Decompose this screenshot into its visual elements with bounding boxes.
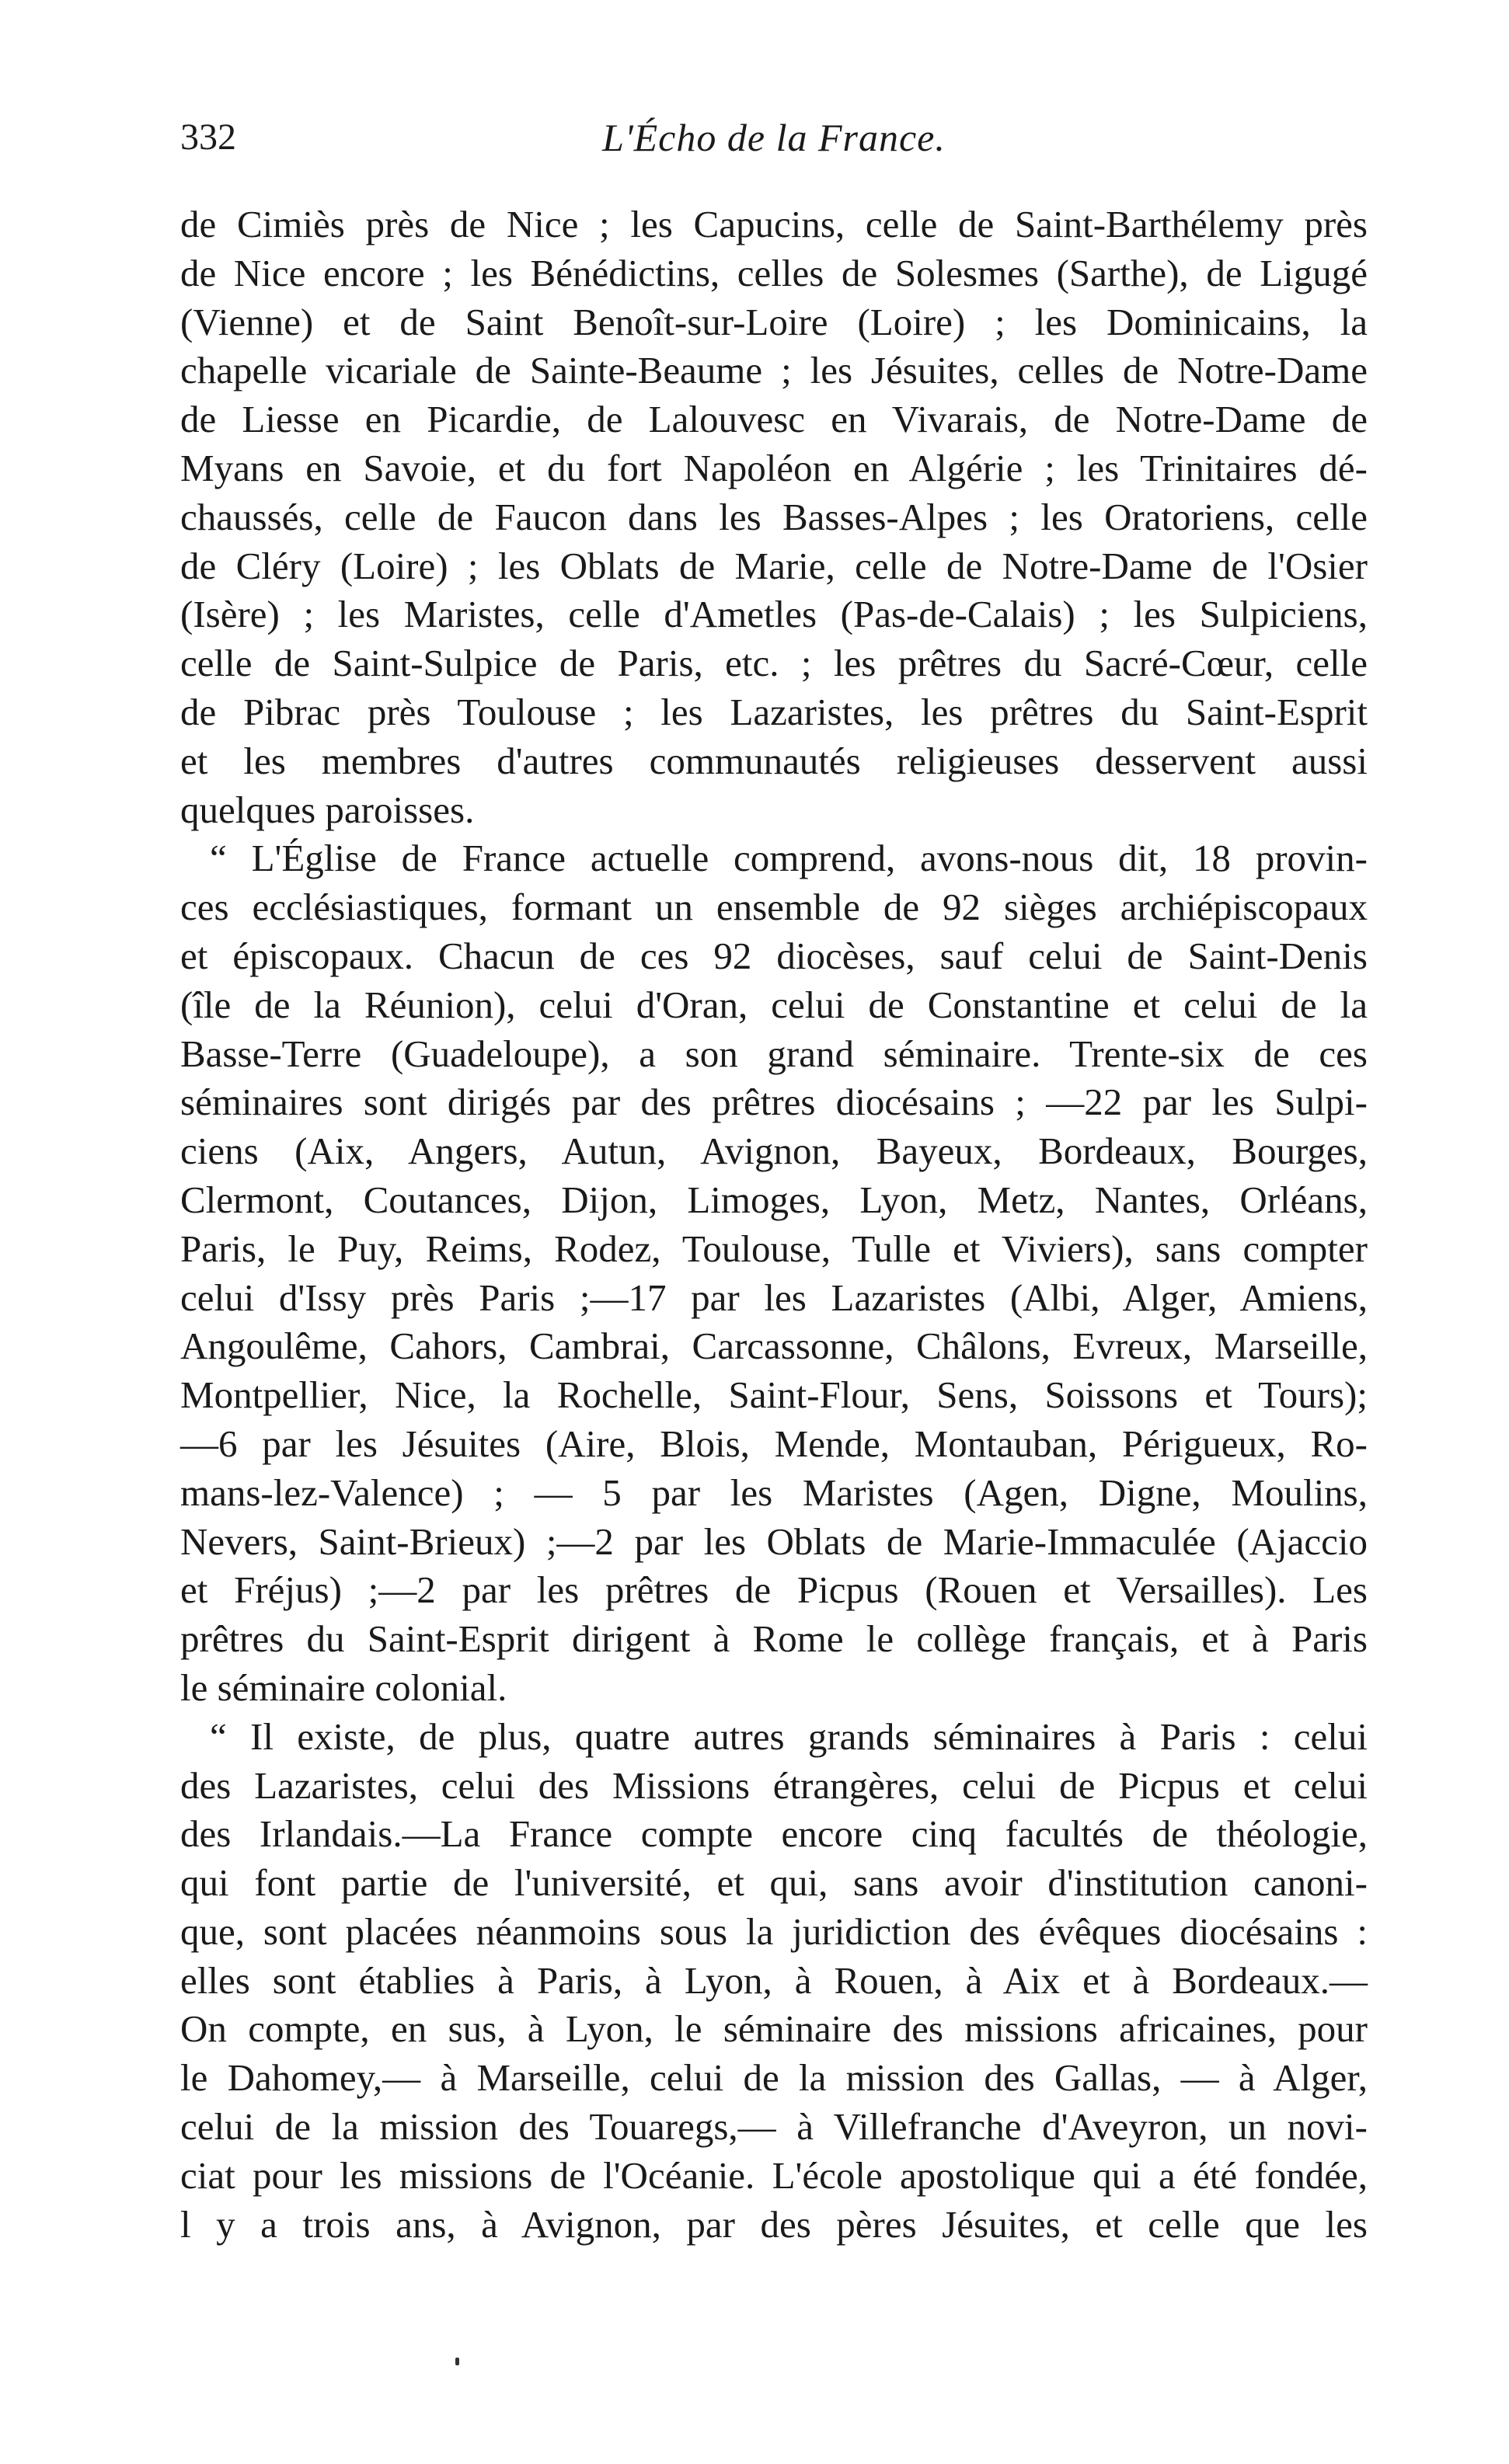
- text-line: chaussés, celle de Faucon dans les Basses-Alpes ; les Oratoriens, celle: [180, 495, 1368, 538]
- text-line: quelques paroisses.: [180, 788, 475, 831]
- text-line: Myans en Savoie, et du fort Napoléon en Algérie ; les Trinitaires dé-: [180, 446, 1368, 489]
- text-line: ces ecclésiastiques, formant un ensemble de 92 sièges archiépiscopaux: [180, 886, 1368, 929]
- text-line: “ L'Église de France actuelle comprend, avons-nous dit, 18 provin-: [210, 837, 1368, 880]
- text-line: Basse-Terre (Guadeloupe), a son grand séminaire. Trente-six de ces: [180, 1032, 1368, 1075]
- text-line: l y a trois ans, à Avignon, par des pères Jésuites, et celle que les: [180, 2202, 1368, 2246]
- text-line: de Pibrac près Toulouse ; les Lazaristes, les prêtres du Saint-Esprit: [180, 690, 1368, 733]
- text-line: celle de Saint-Sulpice de Paris, etc. ; les prêtres du Sacré-Cœur, celle: [180, 642, 1368, 685]
- text-line: Clermont, Coutances, Dijon, Limoges, Lyon, Metz, Nantes, Orléans,: [180, 1178, 1368, 1221]
- text-line: On compte, en sus, à Lyon, le séminaire des missions africaines, pour: [180, 2007, 1368, 2051]
- text-line: et épiscopaux. Chacun de ces 92 diocèses, sauf celui de Saint-Denis: [180, 934, 1368, 977]
- text-line: que, sont placées néanmoins sous la juridiction des évêques diocésains :: [180, 1909, 1368, 1953]
- text-line: (île de la Réunion), celui d'Oran, celui de Constantine et celui de la: [180, 983, 1368, 1026]
- text-line: chapelle vicariale de Sainte-Beaume ; les Jésuites, celles de Notre-Dame: [180, 349, 1368, 392]
- text-line: Montpellier, Nice, la Rochelle, Saint-Flour, Sens, Soissons et Tours);: [180, 1373, 1368, 1417]
- text-line: “ Il existe, de plus, quatre autres grands séminaires à Paris : celui: [210, 1714, 1368, 1758]
- text-line: (Vienne) et de Saint Benoît-sur-Loire (Loire) ; les Dominicains, la: [180, 300, 1368, 343]
- text-line: des Lazaristes, celui des Missions étrangères, celui de Picpus et celui: [180, 1763, 1368, 1807]
- text-line: de Liesse en Picardie, de Lalouvesc en Vivarais, de Notre-Dame de: [180, 398, 1368, 441]
- running-title: L'Écho de la France.: [602, 116, 946, 159]
- body-text: [180, 200, 1368, 2249]
- text-line: elles sont établies à Paris, à Lyon, à Rouen, à Aix et à Bordeaux.—: [180, 1958, 1368, 2002]
- text-line: ciens (Aix, Angers, Autun, Avignon, Bayeux, Bordeaux, Bourges,: [180, 1129, 1368, 1173]
- page-number: 332: [180, 117, 236, 158]
- text-line: de Cimiès près de Nice ; les Capucins, celle de Saint-Barthélemy près: [180, 203, 1368, 245]
- text-line: des Irlandais.—La France compte encore cinq facultés de théologie,: [180, 1812, 1368, 1856]
- text-line: prêtres du Saint-Esprit dirigent à Rome le collège français, et à Paris: [180, 1617, 1368, 1661]
- text-line: celui d'Issy près Paris ;—17 par les Lazaristes (Albi, Alger, Amiens,: [180, 1276, 1368, 1319]
- text-line: séminaires sont dirigés par des prêtres diocésains ; —22 par les Sulpi-: [180, 1081, 1368, 1124]
- text-line: de Cléry (Loire) ; les Oblats de Marie, celle de Notre-Dame de l'Osier: [180, 544, 1368, 587]
- text-line: Angoulême, Cahors, Cambrai, Carcassonne, Châlons, Evreux, Marseille,: [180, 1324, 1368, 1368]
- text-line: qui font partie de l'université, et qui, sans avoir d'institution canoni-: [180, 1861, 1368, 1905]
- text-line: le Dahomey,— à Marseille, celui de la mission des Gallas, — à Alger,: [180, 2056, 1368, 2100]
- text-line: le séminaire colonial.: [180, 1665, 507, 1709]
- text-line: de Nice encore ; les Bénédictins, celles de Solesmes (Sarthe), de Ligugé: [180, 251, 1368, 294]
- text-line: ciat pour les missions de l'Océanie. L'école apostolique qui a été fondée,: [180, 2153, 1368, 2197]
- text-line: Paris, le Puy, Reims, Rodez, Toulouse, Tulle et Viviers), sans compter: [180, 1227, 1368, 1270]
- ink-speck: [455, 2358, 459, 2365]
- text-line: celui de la mission des Touaregs,— à Villefranche d'Aveyron, un novi-: [180, 2105, 1368, 2149]
- text-line: et Fréjus) ;—2 par les prêtres de Picpus (Rouen et Versailles). Les: [180, 1568, 1368, 1612]
- text-line: et les membres d'autres communautés religieuses desservent aussi: [180, 739, 1368, 782]
- text-line: mans-lez-Valence) ; — 5 par les Maristes (Agen, Digne, Moulins,: [180, 1470, 1368, 1514]
- text-line: —6 par les Jésuites (Aire, Blois, Mende, Montauban, Périgueux, Ro-: [180, 1422, 1368, 1465]
- text-line: Nevers, Saint-Brieux) ;—2 par les Oblats de Marie-Immaculée (Ajaccio: [180, 1519, 1368, 1563]
- page-header: [180, 110, 1368, 165]
- text-line: (Isère) ; les Maristes, celle d'Ametles (Pas-de-Calais) ; les Sulpiciens,: [180, 593, 1368, 636]
